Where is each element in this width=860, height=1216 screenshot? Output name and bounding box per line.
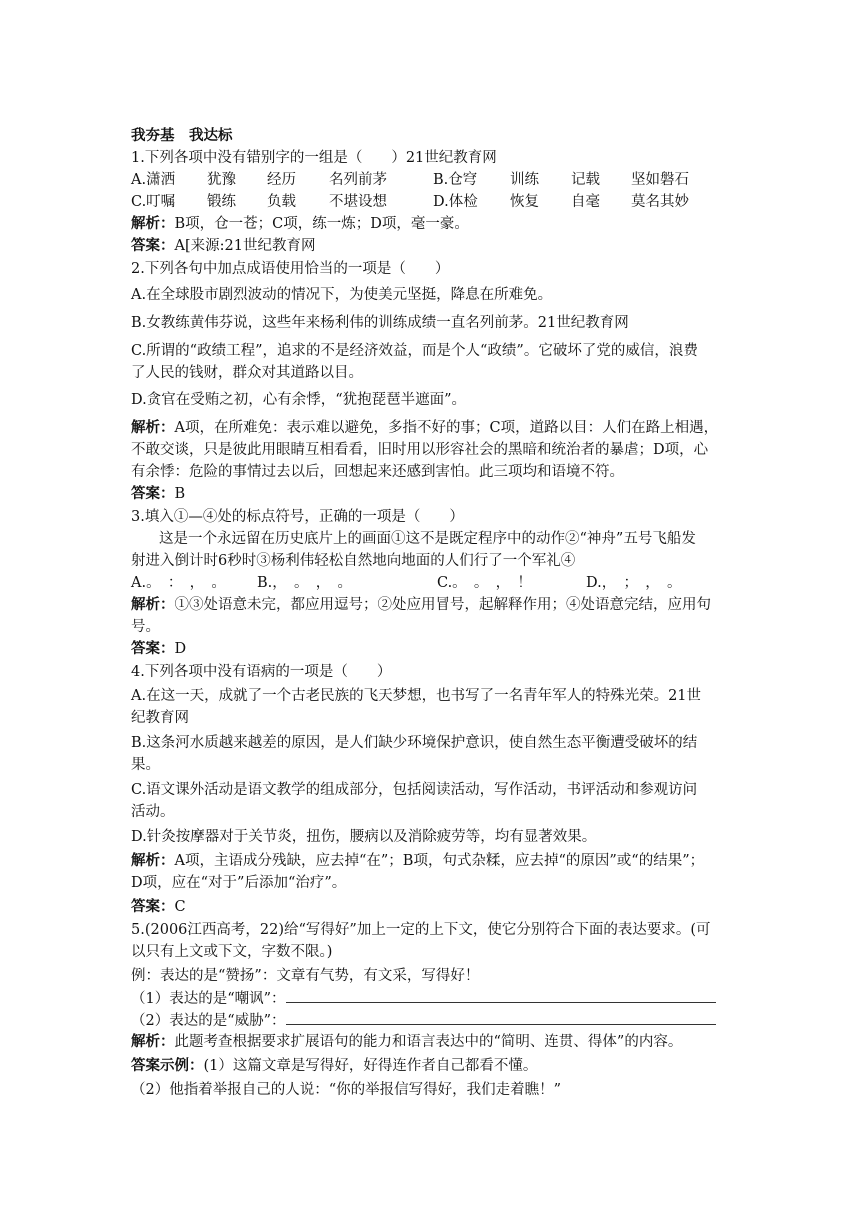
- q4-stem: 4.下列各项中没有语病的一项是（ ）: [131, 664, 392, 680]
- q2-analysis-line3: 有余悸：危险的事情过去以后，回想起来还感到害怕。此三项均和语境不符。: [131, 464, 624, 480]
- q4-analysis-line2: D项，应在“对于”后添加“治疗”。: [131, 875, 347, 891]
- q1-opt: 锻练: [207, 194, 236, 210]
- q3-passage-line1: 这是一个永远留在历史底片上的画面①这不是既定程序中的动作②“神舟”五号飞船发: [159, 531, 696, 547]
- q1-opt: C.叮嘱: [131, 194, 176, 210]
- q5-answer-line1: [131, 1056, 537, 1078]
- q2-option-b: B.女教练黄伟芬说，这些年来杨利伟的训练成绩一直名列前茅。21世纪教育网: [131, 315, 629, 331]
- answer-label: 答案示例：: [131, 1058, 204, 1074]
- q2-option-d: D.贪官在受贿之初，心有余悸，“犹抱琵琶半遮面”。: [131, 392, 467, 408]
- q5-item1: [131, 988, 731, 1010]
- q5-item2-label: （2）表达的是“威胁”：: [131, 1013, 286, 1029]
- q1-opt: 记载: [571, 172, 600, 188]
- q5-item1-label: （1）表达的是“嘲讽”：: [131, 991, 286, 1007]
- answer-text: D: [174, 641, 187, 657]
- q1-opt: 犹豫: [207, 172, 236, 188]
- q4-option-b-line2: 果。: [131, 757, 160, 773]
- q2-analysis-line2: 不敢交谈，只是彼此用眼睛互相看看，旧时用以形容社会的黑暗和统治者的暴虐；D项，心: [131, 442, 709, 458]
- answer-text: B: [174, 486, 186, 502]
- q1-opt: B.仓穹: [433, 172, 478, 188]
- q1-opt: 自毫: [571, 194, 600, 210]
- q5-example: 例：表达的是“赞扬”：文章有气势，有文采，写得好！: [131, 968, 480, 984]
- q1-opt: 不堪设想: [329, 194, 387, 210]
- q4-option-b-line1: B.这条河水质越来越差的原因，是人们缺少环境保护意识，使自然生态平衡遭受破坏的结: [131, 735, 698, 751]
- analysis-text: ①③处语意未完，都应用逗号；②处应用冒号，起解释作用；④处语意完结，应用句: [174, 597, 711, 613]
- analysis-label: 解析：: [131, 853, 175, 869]
- analysis-text: B项，仓一苍；C项，练一炼；D项，毫一豪。: [174, 216, 469, 232]
- analysis-label: 解析：: [131, 597, 175, 613]
- q5-stem-line1: 5.(2006江西高考，22)给“写得好”加上一定的上下文，使它分别符合下面的表达要求。(可: [131, 922, 711, 938]
- q1-options-row2: [131, 192, 731, 214]
- answer-label: 答案：: [131, 486, 175, 502]
- q4-option-a-line2: 纪教育网: [131, 710, 189, 726]
- q3-passage-line2: 射进入倒计时6秒时③杨利伟轻松自然地向地面的人们行了一个军礼④: [131, 553, 576, 569]
- analysis-label: 解析：: [131, 1034, 175, 1050]
- q4-analysis-line1: [131, 851, 704, 873]
- analysis-label: 解析：: [131, 420, 175, 436]
- q1-opt: 经历: [267, 172, 296, 188]
- section-title: 我夯基 我达标: [131, 128, 233, 144]
- q1-stem: 1.下列各项中没有错别字的一组是（ ）21世纪教育网: [131, 150, 497, 166]
- q1-opt: D.体检: [433, 194, 478, 210]
- q1-opt: 名列前茅: [329, 172, 387, 188]
- q3-analysis-line2: 号。: [131, 619, 160, 635]
- q1-opt: 负载: [267, 194, 296, 210]
- q2-option-a: A.在全球股市剧烈波动的情况下，为使美元坚挺，降息在所难免。: [131, 287, 553, 303]
- q4-answer: [131, 897, 186, 919]
- q2-analysis-line1: [131, 418, 718, 440]
- q5-stem-line2: 以只有上文或下文，字数不限。): [131, 944, 333, 960]
- q3-option-a: A.。 ： ， 。: [131, 575, 226, 591]
- q3-stem: 3.填入①—④处的标点符号，正确的一项是（ ）: [131, 509, 464, 525]
- q1-opt: 训练: [510, 172, 539, 188]
- q1-opt: A.潇洒: [131, 172, 176, 188]
- q5-answer-line2: （2）他指着举报自己的人说：“你的举报信写得好，我们走着瞧！”: [131, 1082, 562, 1098]
- q3-answer: [131, 639, 186, 661]
- q1-opt: 莫名其妙: [631, 194, 689, 210]
- q3-option-d: D.， ； ， 。: [586, 575, 682, 591]
- answer-text: A[来源:21世纪教育网: [174, 238, 316, 254]
- analysis-text: A项，主语成分残缺，应去掉“在”；B项，句式杂糅，应去掉“的原因”或“的结果”；: [174, 853, 705, 869]
- answer-label: 答案：: [131, 899, 175, 915]
- q2-option-c-line1: C.所谓的“政绩工程”，追求的不是经济效益，而是个人“政绩”。它破坏了党的威信，浪费: [131, 343, 698, 359]
- answer-blank-line[interactable]: [286, 1010, 716, 1025]
- q3-analysis-line1: [131, 595, 711, 617]
- q4-option-c-line2: 活动。: [131, 804, 175, 820]
- q3-option-c: C.。 。 ， ！: [437, 575, 532, 591]
- q1-analysis: [131, 214, 469, 236]
- q1-answer: [131, 236, 315, 258]
- q2-option-c-line2: 了人民的钱财，群众对其道路以目。: [131, 365, 363, 381]
- q4-option-d: D.针灸按摩器对于关节炎，扭伤，腰病以及消除疲劳等，均有显著效果。: [131, 829, 597, 845]
- q4-option-a-line1: A.在这一天，成就了一个古老民族的飞天梦想，也书写了一名青年军人的特殊光荣。21世: [131, 688, 702, 704]
- q4-option-c-line1: C.语文课外活动是语文教学的组成部分，包括阅读活动，写作活动，书评活动和参观访问: [131, 782, 698, 798]
- analysis-text: A项，在所难免：表示难以避免，多指不好的事；C项，道路以目：人们在路上相遇，: [174, 420, 719, 436]
- q3-options: [131, 573, 731, 595]
- answer-label: 答案：: [131, 238, 175, 254]
- q2-stem: 2.下列各句中加点成语使用恰当的一项是（ ）: [131, 261, 450, 277]
- answer-text: (1）这篇文章是写得好，好得连作者自己都看不懂。: [203, 1058, 538, 1074]
- q1-opt: 坚如磐石: [631, 172, 689, 188]
- q3-option-b: B.， 。 ， 。: [257, 575, 353, 591]
- analysis-text: 此题考查根据要求扩展语句的能力和语言表达中的“简明、连贯、得体”的内容。: [174, 1034, 683, 1050]
- analysis-label: 解析：: [131, 216, 175, 232]
- answer-text: C: [174, 899, 186, 915]
- answer-blank-line[interactable]: [286, 988, 716, 1003]
- q5-analysis: [131, 1032, 682, 1054]
- answer-label: 答案：: [131, 641, 175, 657]
- q1-opt: 恢复: [510, 194, 539, 210]
- q1-options-row1: [131, 170, 731, 192]
- q5-item2: [131, 1010, 731, 1032]
- q2-answer: [131, 484, 185, 506]
